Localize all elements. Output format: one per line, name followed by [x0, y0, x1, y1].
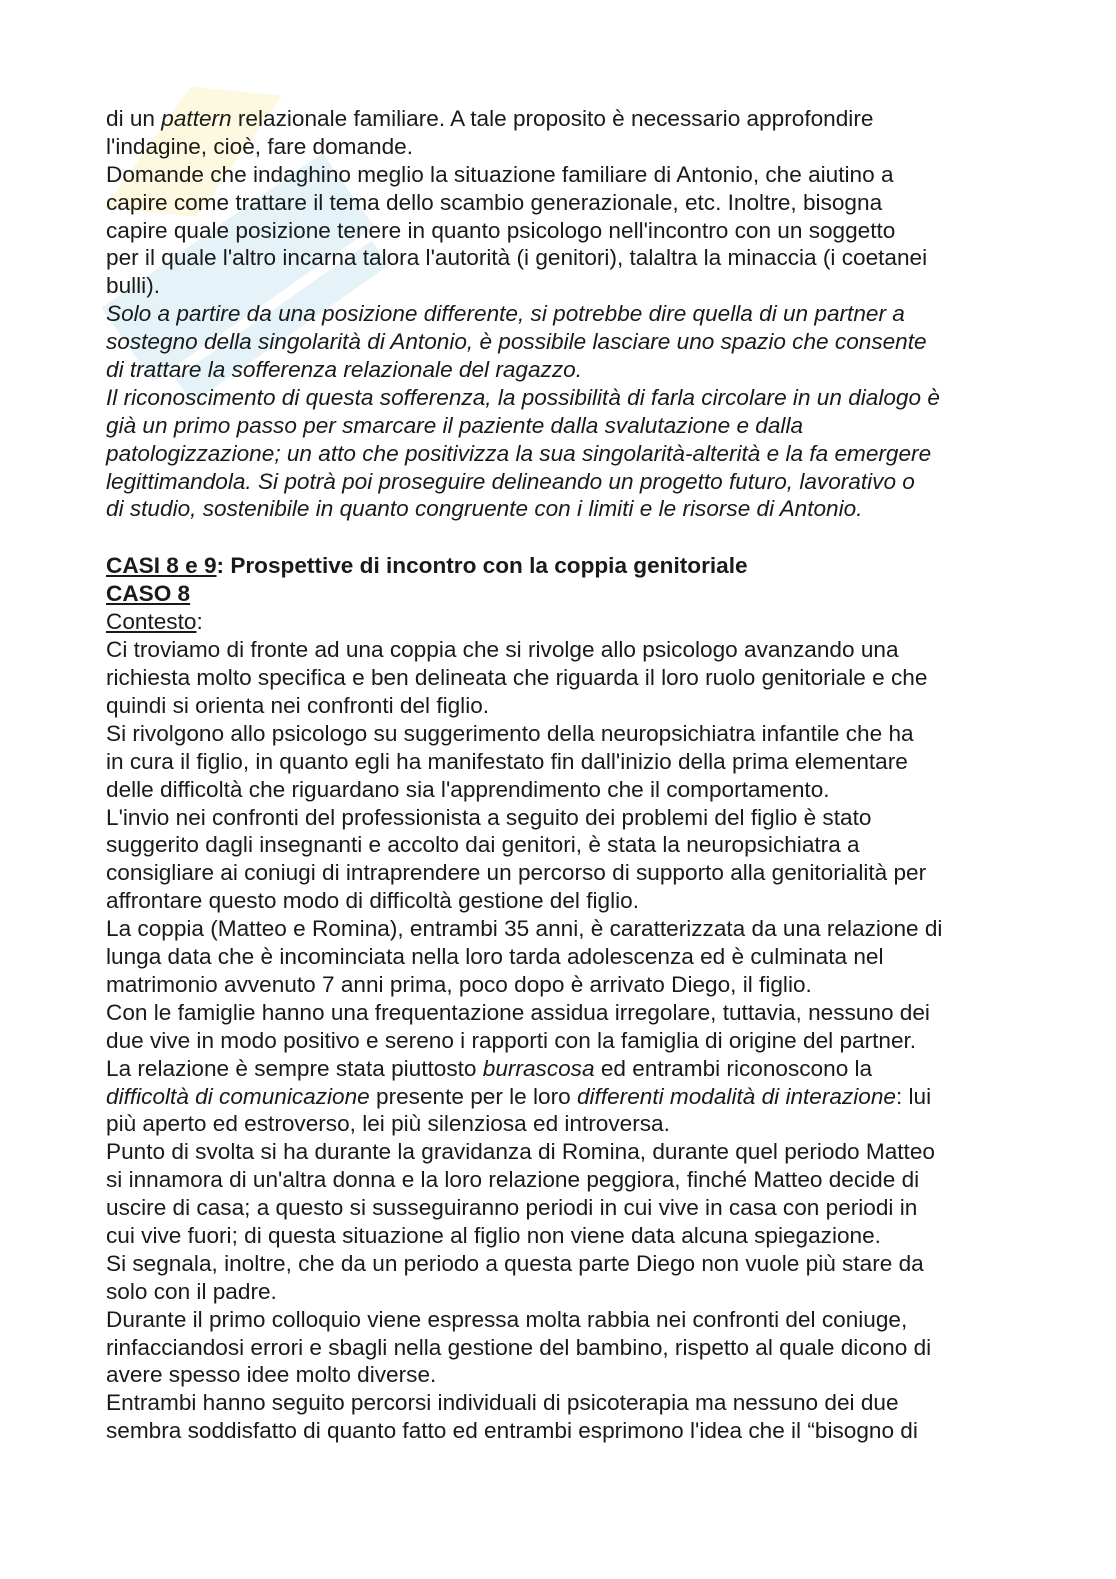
italic-line: Solo a partire da una posizione differente, si potrebbe dire quella di un partner a: [106, 301, 905, 327]
text-line: in cura il figlio, in quanto egli ha manifestato fin dall'inizio della prima elementare: [106, 748, 908, 774]
text-line: matrimonio avvenuto 7 anni prima, poco dopo è arrivato Diego, il figlio.: [106, 971, 812, 997]
text-line: quindi si orienta nei confronti del figlio.: [106, 693, 490, 719]
text-line: capire quale posizione tenere in quanto psicologo nell'incontro con un soggetto: [106, 217, 896, 243]
text-line: Punto di svolta si ha durante la gravidanza di Romina, durante quel periodo Matteo: [106, 1139, 935, 1165]
italic-line: già un primo passo per smarcare il paziente dalla svalutazione e dalla: [106, 412, 804, 438]
italic-line: Il riconoscimento di questa sofferenza, la possibilità di farla circolare in un dialogo è: [106, 384, 940, 410]
text-line: Ci troviamo di fronte ad una coppia che si rivolge allo psicologo avanzando una: [106, 637, 899, 663]
paragraph-gap: [106, 523, 1016, 552]
text-line: avere spesso idee molto diverse.: [106, 1362, 437, 1388]
text-line: Domande che indaghino meglio la situazione familiare di Antonio, che aiutino a: [106, 161, 894, 187]
text-line: Con le famiglie hanno una frequentazione assidua irregolare, tuttavia, nessuno dei: [106, 999, 930, 1025]
text-line: l'indagine, cioè, fare domande.: [106, 133, 414, 159]
text-line: richiesta molto specifica e ben delineata che riguarda il loro ruolo genitoriale e che: [106, 665, 928, 691]
text-line: di un pattern relazionale familiare. A tale proposito è necessario approfondire: [106, 106, 874, 131]
italic-line: patologizzazione; un atto che positivizza la sua singolarità-alterità e la fa emergere: [106, 440, 932, 466]
italic-line: sostegno della singolarità di Antonio, è possibile lasciare uno spazio che consente: [106, 329, 927, 355]
text-line: Si rivolgono allo psicologo su suggerimento della neuropsichiatra infantile che ha: [106, 720, 914, 746]
text-line: sembra soddisfatto di quanto fatto ed entrambi esprimono l'idea che il “bisogno di: [106, 1418, 918, 1444]
text-line: più aperto ed estroverso, lei più silenziosa ed introversa.: [106, 1111, 670, 1137]
text-line: suggerito dagli insegnanti e accolto dai genitori, è stata la neuropsichiatra a: [106, 832, 860, 858]
text-line: per il quale l'altro incarna talora l'autorità (i genitori), talaltra la minaccia (i coetanei: [106, 245, 928, 271]
text-line: La relazione è sempre stata piuttosto burrascosa ed entrambi riconoscono la: [106, 1055, 873, 1081]
text-line: delle difficoltà che riguardano sia l'apprendimento che il comportamento.: [106, 776, 830, 802]
context-label: Contesto:: [106, 609, 203, 635]
text-line: L'invio nei confronti del professionista a seguito dei problemi del figlio è stato: [106, 804, 872, 830]
text-line: capire come trattare il tema dello scambio generazionale, etc. Inoltre, bisogna: [106, 189, 883, 215]
italic-line: legittimandola. Si potrà poi proseguire delineando un progetto futuro, lavorativo o: [106, 468, 915, 494]
text-line: lunga data che è incominciata nella loro tarda adolescenza ed è culminata nel: [106, 944, 884, 970]
text-line: uscire di casa; a questo si susseguiranno periodi in cui vive in casa con periodi in: [106, 1195, 918, 1221]
italic-line: di studio, sostenibile in quanto congruente con i limiti e le risorse di Antonio.: [106, 496, 863, 522]
text-line: La coppia (Matteo e Romina), entrambi 35 anni, è caratterizzata da una relazione di: [106, 916, 943, 942]
text-line: si innamora di un'altra donna e la loro relazione peggiora, finché Matteo decide di: [106, 1167, 920, 1193]
text-line: difficoltà di comunicazione presente per le loro differenti modalità di interazione: lui: [106, 1083, 932, 1109]
text-line: bulli).: [106, 273, 160, 299]
text-line: Si segnala, inoltre, che da un periodo a questa parte Diego non vuole più stare da: [106, 1250, 924, 1276]
text-line: solo con il padre.: [106, 1278, 277, 1304]
text-line: cui vive fuori; di questa situazione al figlio non viene data alcuna spiegazione.: [106, 1222, 881, 1248]
text-line: rinfacciandosi errori e sbagli nella gestione del bambino, rispetto al quale dicono di: [106, 1334, 932, 1360]
text-line: affrontare questo modo di difficoltà gestione del figlio.: [106, 888, 639, 914]
section-heading: CASI 8 e 9: Prospettive di incontro con la coppia genitoriale: [106, 553, 748, 579]
italic-line: di trattare la sofferenza relazionale del ragazzo.: [106, 357, 582, 383]
text-line: Entrambi hanno seguito percorsi individuali di psicoterapia ma nessuno dei due: [106, 1390, 899, 1416]
text-line: consigliare ai coniugi di intraprendere un percorso di supporto alla genitorialità per: [106, 860, 927, 886]
document-page: [106, 105, 1016, 1445]
text-line: due vive in modo positivo e sereno i rapporti con la famiglia di origine del partner.: [106, 1027, 917, 1053]
text-line: Durante il primo colloquio viene espressa molta rabbia nei confronti del coniuge,: [106, 1306, 908, 1332]
case-heading: CASO 8: [106, 581, 191, 607]
